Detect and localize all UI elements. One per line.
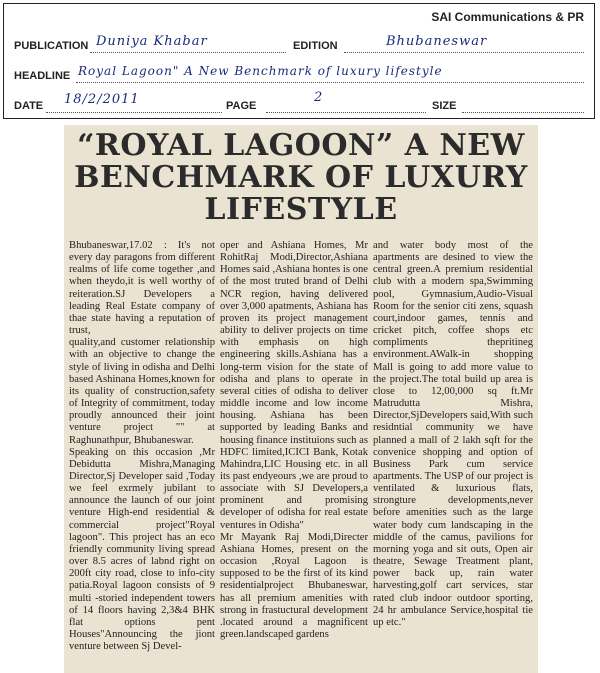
- headline-label: HEADLINE: [14, 70, 71, 82]
- publication-value: Duniya Khabar: [96, 34, 208, 49]
- page-line: [266, 112, 426, 113]
- article-column-3: [373, 240, 533, 670]
- clipping-header: [3, 3, 595, 119]
- article-column-2: [220, 240, 368, 670]
- edition-line: [344, 52, 584, 53]
- size-label: SIZE: [432, 100, 457, 112]
- article-column-2-text: oper and Ashiana Homes, Mr RohitRaj Modi,Director,Ashiana Homes said ,Ashiana hontes is one of the most truted brand of Delhi NCR region, having delivered over 3,000 apatments, Ashiana has proven its project management ability to deliver projects on time with emphasis on high engineering skills.Ashiana has a long-term vision for the state of odisha and plans to operate in several cities of odisha to deliver middle income and low income housing. Ashiana has been supported by leading Banks and housing finance instituions such as HDFC limited,ICICI Bank, Kotak Mahindra,LIC Housing etc. in all its past endyeours ,we are proud to associate with SJ Developers,a prominent and promising developer of odisha for real estate ventures in Odisha" Mr Mayank Raj Modi,Directer Ashiana Homes, present on the occasion ,Royal Lagoon is supposed to be the first of its kind residentialproject Bhubaneswar, has all premium amenities with strong in frastuctural development .located around a magnificent green.landscaped gardens: [220, 240, 368, 640]
- newspaper-clipping: [64, 125, 538, 673]
- publication-label: PUBLICATION: [14, 40, 89, 52]
- article-column-1-text: Bhubaneswar,17.02 : It's not every day paragons from different realms of life come together ,and when theydo,it is well worthy of reiteration.SJ Developers a leading Real Estate company of thae state having a reputation of trust, quality,and customer relationship with an objective to change the style of living in odisha and Delhi based Ashinana Homes,known for its quality of construction,safety of Integrity of commitment, today proudly announced their joint venture project "" at Raghunathpur, Bhubaneswar. Speaking on this occasion ,Mr Debidutta Mishra,Managing Director,Sj Developer said ,Today we feel exrmely jubilant to announce the launch of our joint venture High-end residential & commercial project"Royal lagoon". This project has an eco friendly community living spread over 8.5 acres of labnd right on 200ft city road, close to info-city patia.Royal lagoon consists of 9 multi -storied independent towers of 14 floors having 2,3&4 BHK flat options pent Houses"Announcing the jiont venture between Sj Devel-: [69, 240, 215, 653]
- article-headline: “ROYAL LAGOON” A NEW BENCHMARK OF LUXURY LIFESTYLE: [74, 128, 528, 227]
- edition-label: EDITION: [293, 40, 338, 52]
- headline-value: Royal Lagoon" A New Benchmark of luxury lifestyle: [78, 64, 443, 78]
- agency-name: SAI Communications & PR: [431, 10, 584, 24]
- date-line: [46, 112, 222, 113]
- headline-line: [76, 82, 584, 83]
- edition-value: Bhubaneswar: [386, 34, 488, 49]
- size-line: [462, 112, 584, 113]
- page-value: 2: [314, 90, 324, 105]
- article-column-1: [69, 240, 215, 670]
- date-label: DATE: [14, 100, 44, 112]
- publication-line: [90, 52, 286, 53]
- date-value: 18/2/2011: [64, 92, 140, 107]
- article-column-3-text: and water body most of the apartments are desined to view the central green.A premium residential club with a modern spa,Swimming pool, Gymnasium,Audio-Visual Room for the senior citi zens, squash court,indoor games, tennis and cricket pitch, coffee shops etc compliments thepritineg environment.AWalk-in shopping Mall is going to add more value to the project.The total build up area is close to 12,00,000 sq ft.Mr Matrudutta Mishra, Director,SjDevelopers said,With such residntial community we have planned a mall of 2 lakh sqft for the convenice shopping and option of Business Park cum service apartments. The USP of our project is ventilated & luxurious flats, strongture developments,never before amenities such as the large water body cum landscaping in the middle of the camus, pavilions for morning yoga and sit outs, Open air theatre, Sewage Treatment plant, power back up, rain water harvesting,golf cart services, star rated club indoor outdoor sporting, 24 hr ambulance Service,hospital tie up etc.": [373, 240, 533, 628]
- page-label: PAGE: [226, 100, 257, 112]
